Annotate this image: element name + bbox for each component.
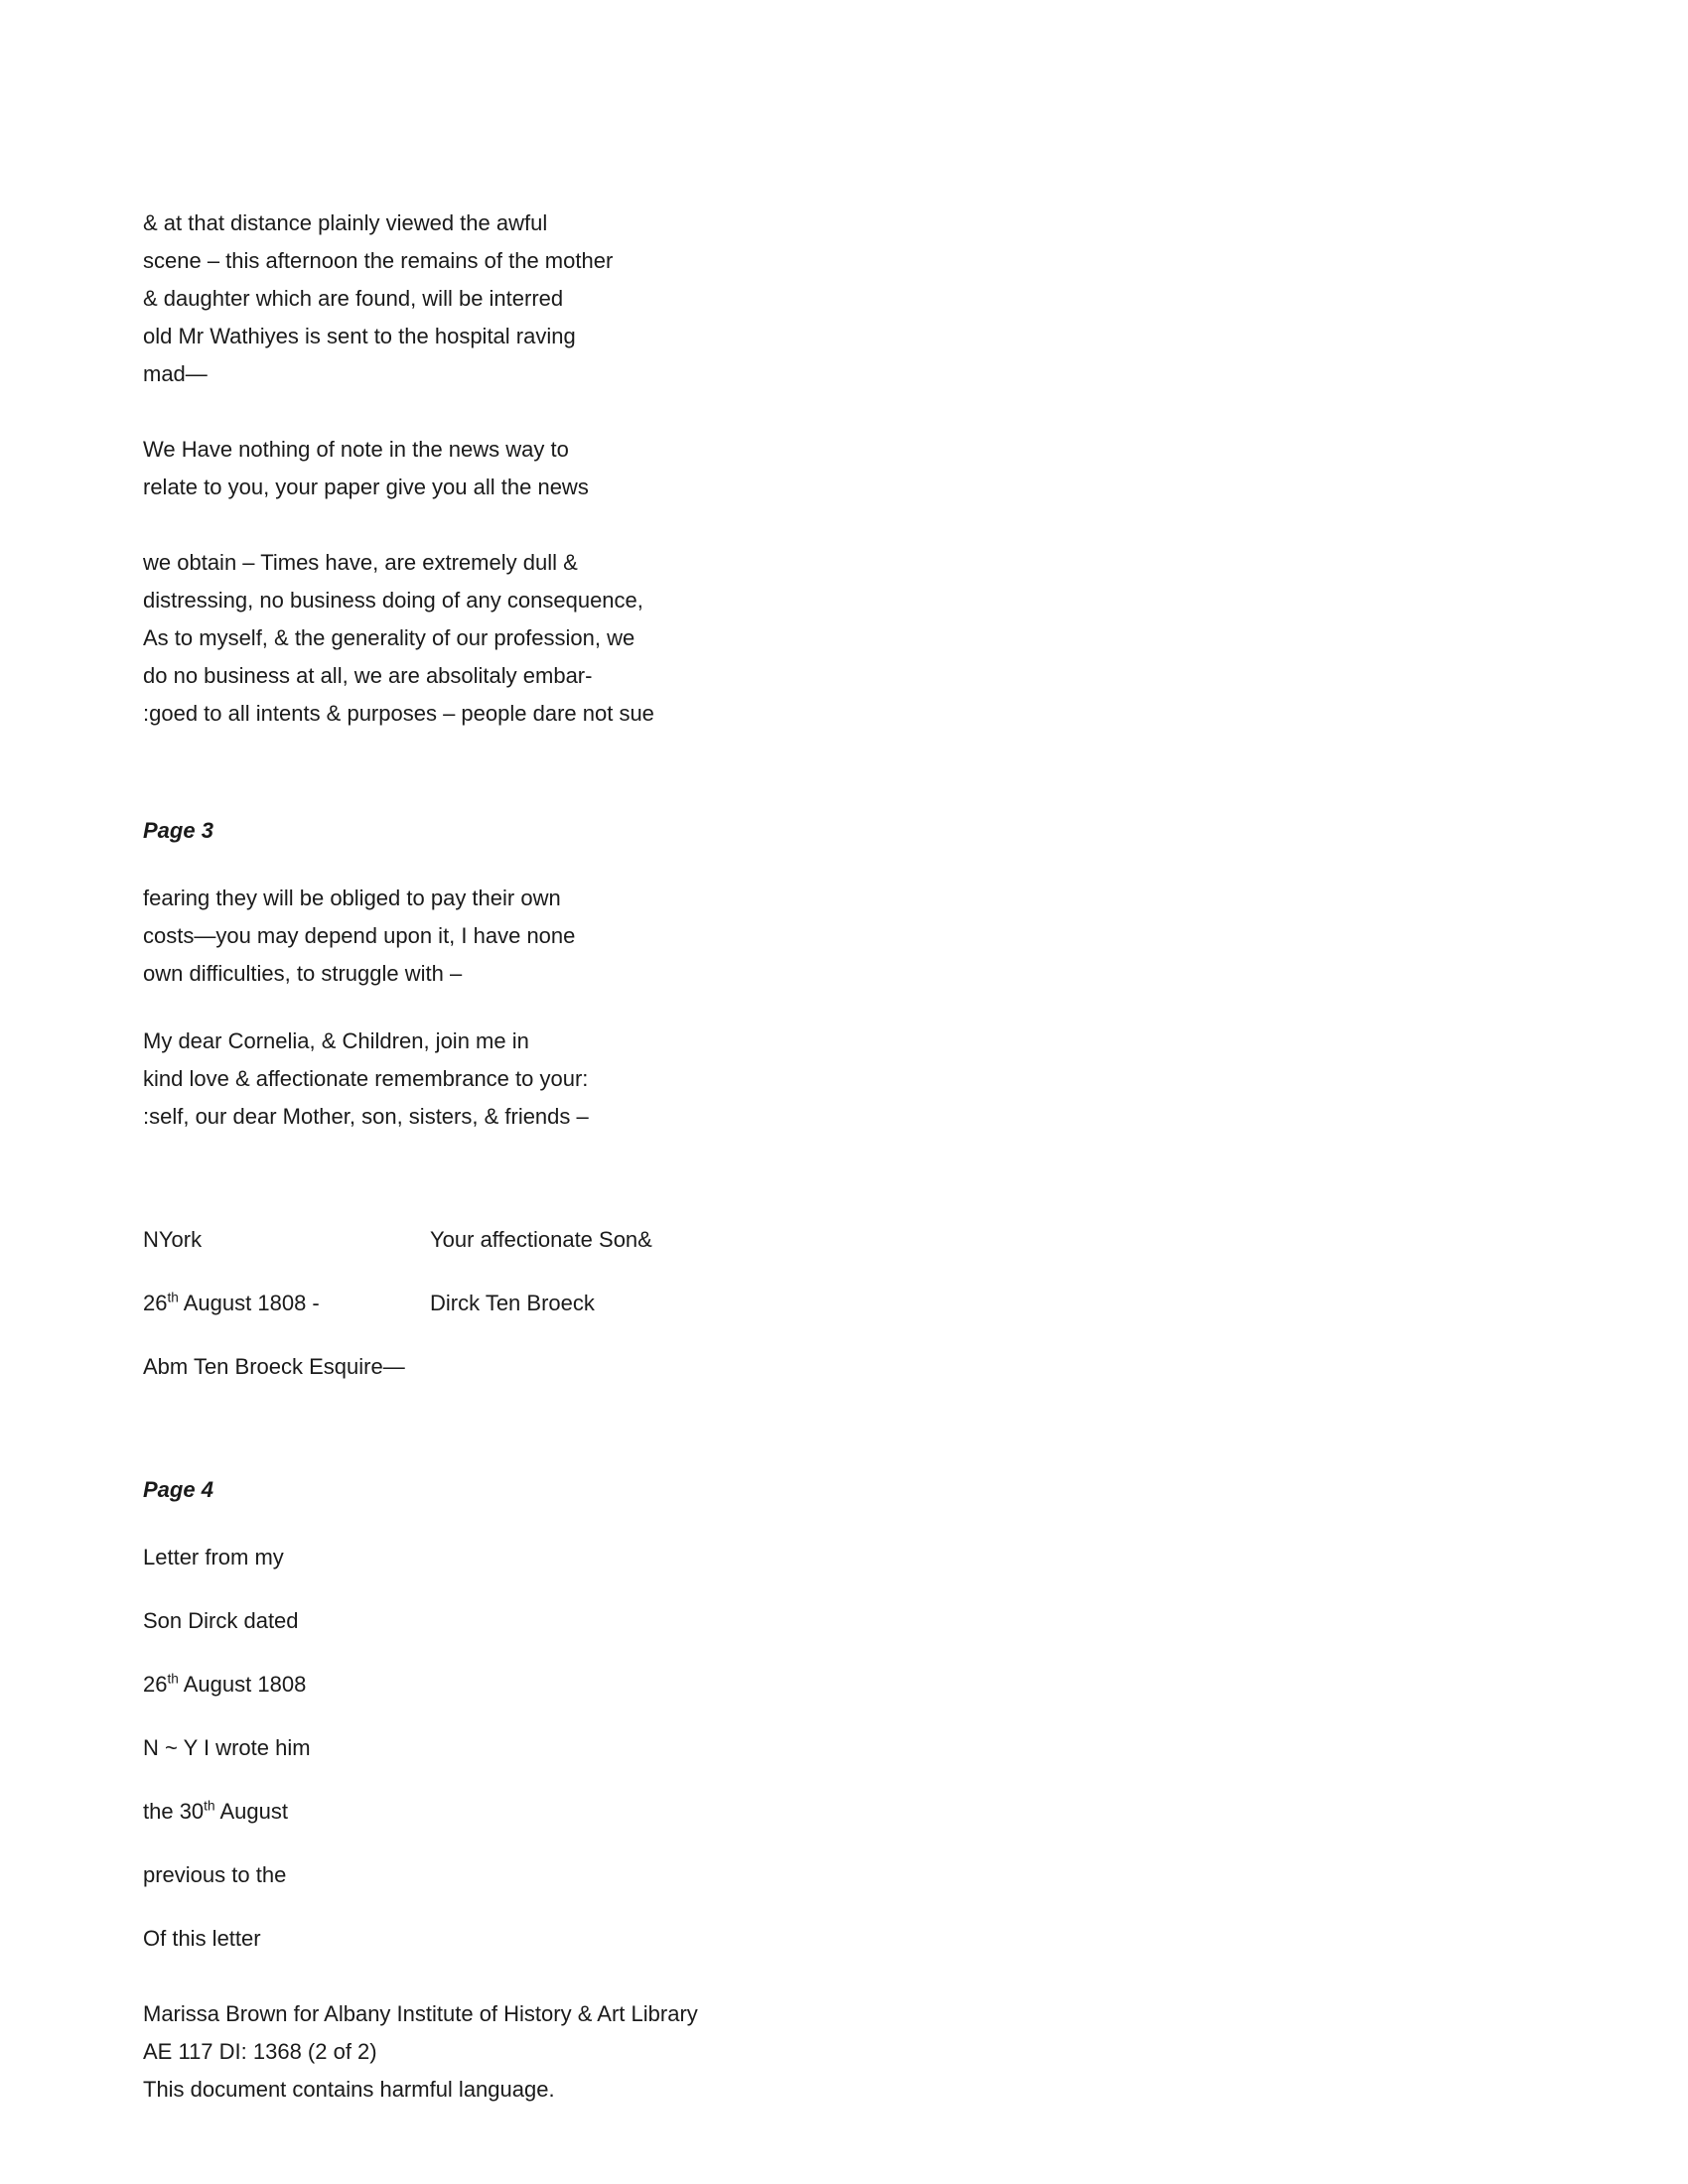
paragraph-line: kind love & affectionate remembrance to your: (143, 1066, 589, 1091)
page4-date-line (143, 1793, 1688, 1831)
paragraph-scene (143, 205, 1688, 393)
paragraph-news (143, 431, 1688, 506)
paragraph-line: old Mr Wathiyes is sent to the hospital raving (143, 324, 576, 348)
paragraph-line: As to myself, & the generality of our profession, we (143, 625, 635, 650)
paragraph-line: own difficulties, to struggle with – (143, 961, 463, 986)
signature-date (143, 1285, 430, 1322)
paragraph-line: & daughter which are found, will be interred (143, 286, 564, 311)
signature-closing: Your affectionate Son& (430, 1227, 652, 1252)
page4-line: Letter from my (143, 1545, 284, 1570)
signature-place: NYork (143, 1227, 203, 1252)
date-ordinal-suffix: th (204, 1798, 215, 1814)
signature-addressee: Abm Ten Broeck Esquire— (143, 1354, 405, 1379)
page4-date-line (143, 1666, 1688, 1704)
credit-line: Marissa Brown for Albany Institute of History & Art Library (143, 2001, 698, 2026)
paragraph-line: do no business at all, we are absolitaly embar- (143, 663, 593, 688)
paragraph-line: :self, our dear Mother, son, sisters, & friends – (143, 1104, 589, 1129)
date-ordinal-suffix: th (167, 1290, 179, 1305)
paragraph-line: distressing, no business doing of any consequence, (143, 588, 643, 613)
date-prefix: the 30 (143, 1799, 205, 1824)
page4-heading: Page 4 (143, 1477, 213, 1502)
paragraph-line: & at that distance plainly viewed the awful (143, 210, 548, 235)
credit-line: AE 117 DI: 1368 (2 of 2) (143, 2039, 377, 2064)
paragraph-line: We Have nothing of note in the news way to (143, 437, 569, 462)
paragraph-line: we obtain – Times have, are extremely dull & (143, 550, 578, 575)
signature-name: Dirck Ten Broeck (430, 1291, 595, 1315)
paragraph-line: My dear Cornelia, & Children, join me in (143, 1028, 529, 1053)
date-number: 26 (143, 1672, 168, 1697)
signature-row (143, 1221, 1688, 1259)
paragraph-business (143, 544, 1688, 733)
signature-row (143, 1348, 1688, 1386)
date-rest: August 1808 - (178, 1291, 320, 1315)
paragraph-costs (143, 880, 1688, 993)
paragraph-line: fearing they will be obliged to pay their own (143, 886, 561, 910)
date-ordinal-suffix: th (167, 1671, 179, 1687)
page4-line: Of this letter (143, 1926, 261, 1951)
paragraph-line: costs—you may depend upon it, I have none (143, 923, 576, 948)
date-rest: August (214, 1799, 288, 1824)
signature-row (143, 1285, 1688, 1322)
page4-line: Son Dirck dated (143, 1608, 299, 1633)
signature-block (143, 1221, 1688, 1386)
harmful-language-notice: This document contains harmful language. (143, 2077, 555, 2102)
page3-heading: Page 3 (143, 818, 213, 843)
page4-line: previous to the (143, 1862, 287, 1887)
paragraph-line: scene – this afternoon the remains of the mother (143, 248, 614, 273)
credit-footer (143, 1995, 1688, 2109)
date-number: 26 (143, 1291, 168, 1315)
paragraph-farewell (143, 1023, 1688, 1136)
page4-line: N ~ Y I wrote him (143, 1735, 311, 1760)
paragraph-line: mad— (143, 361, 208, 386)
paragraph-line: :goed to all intents & purposes – people dare not sue (143, 701, 654, 726)
date-rest: August 1808 (178, 1672, 307, 1697)
paragraph-line: relate to you, your paper give you all the news (143, 475, 589, 499)
